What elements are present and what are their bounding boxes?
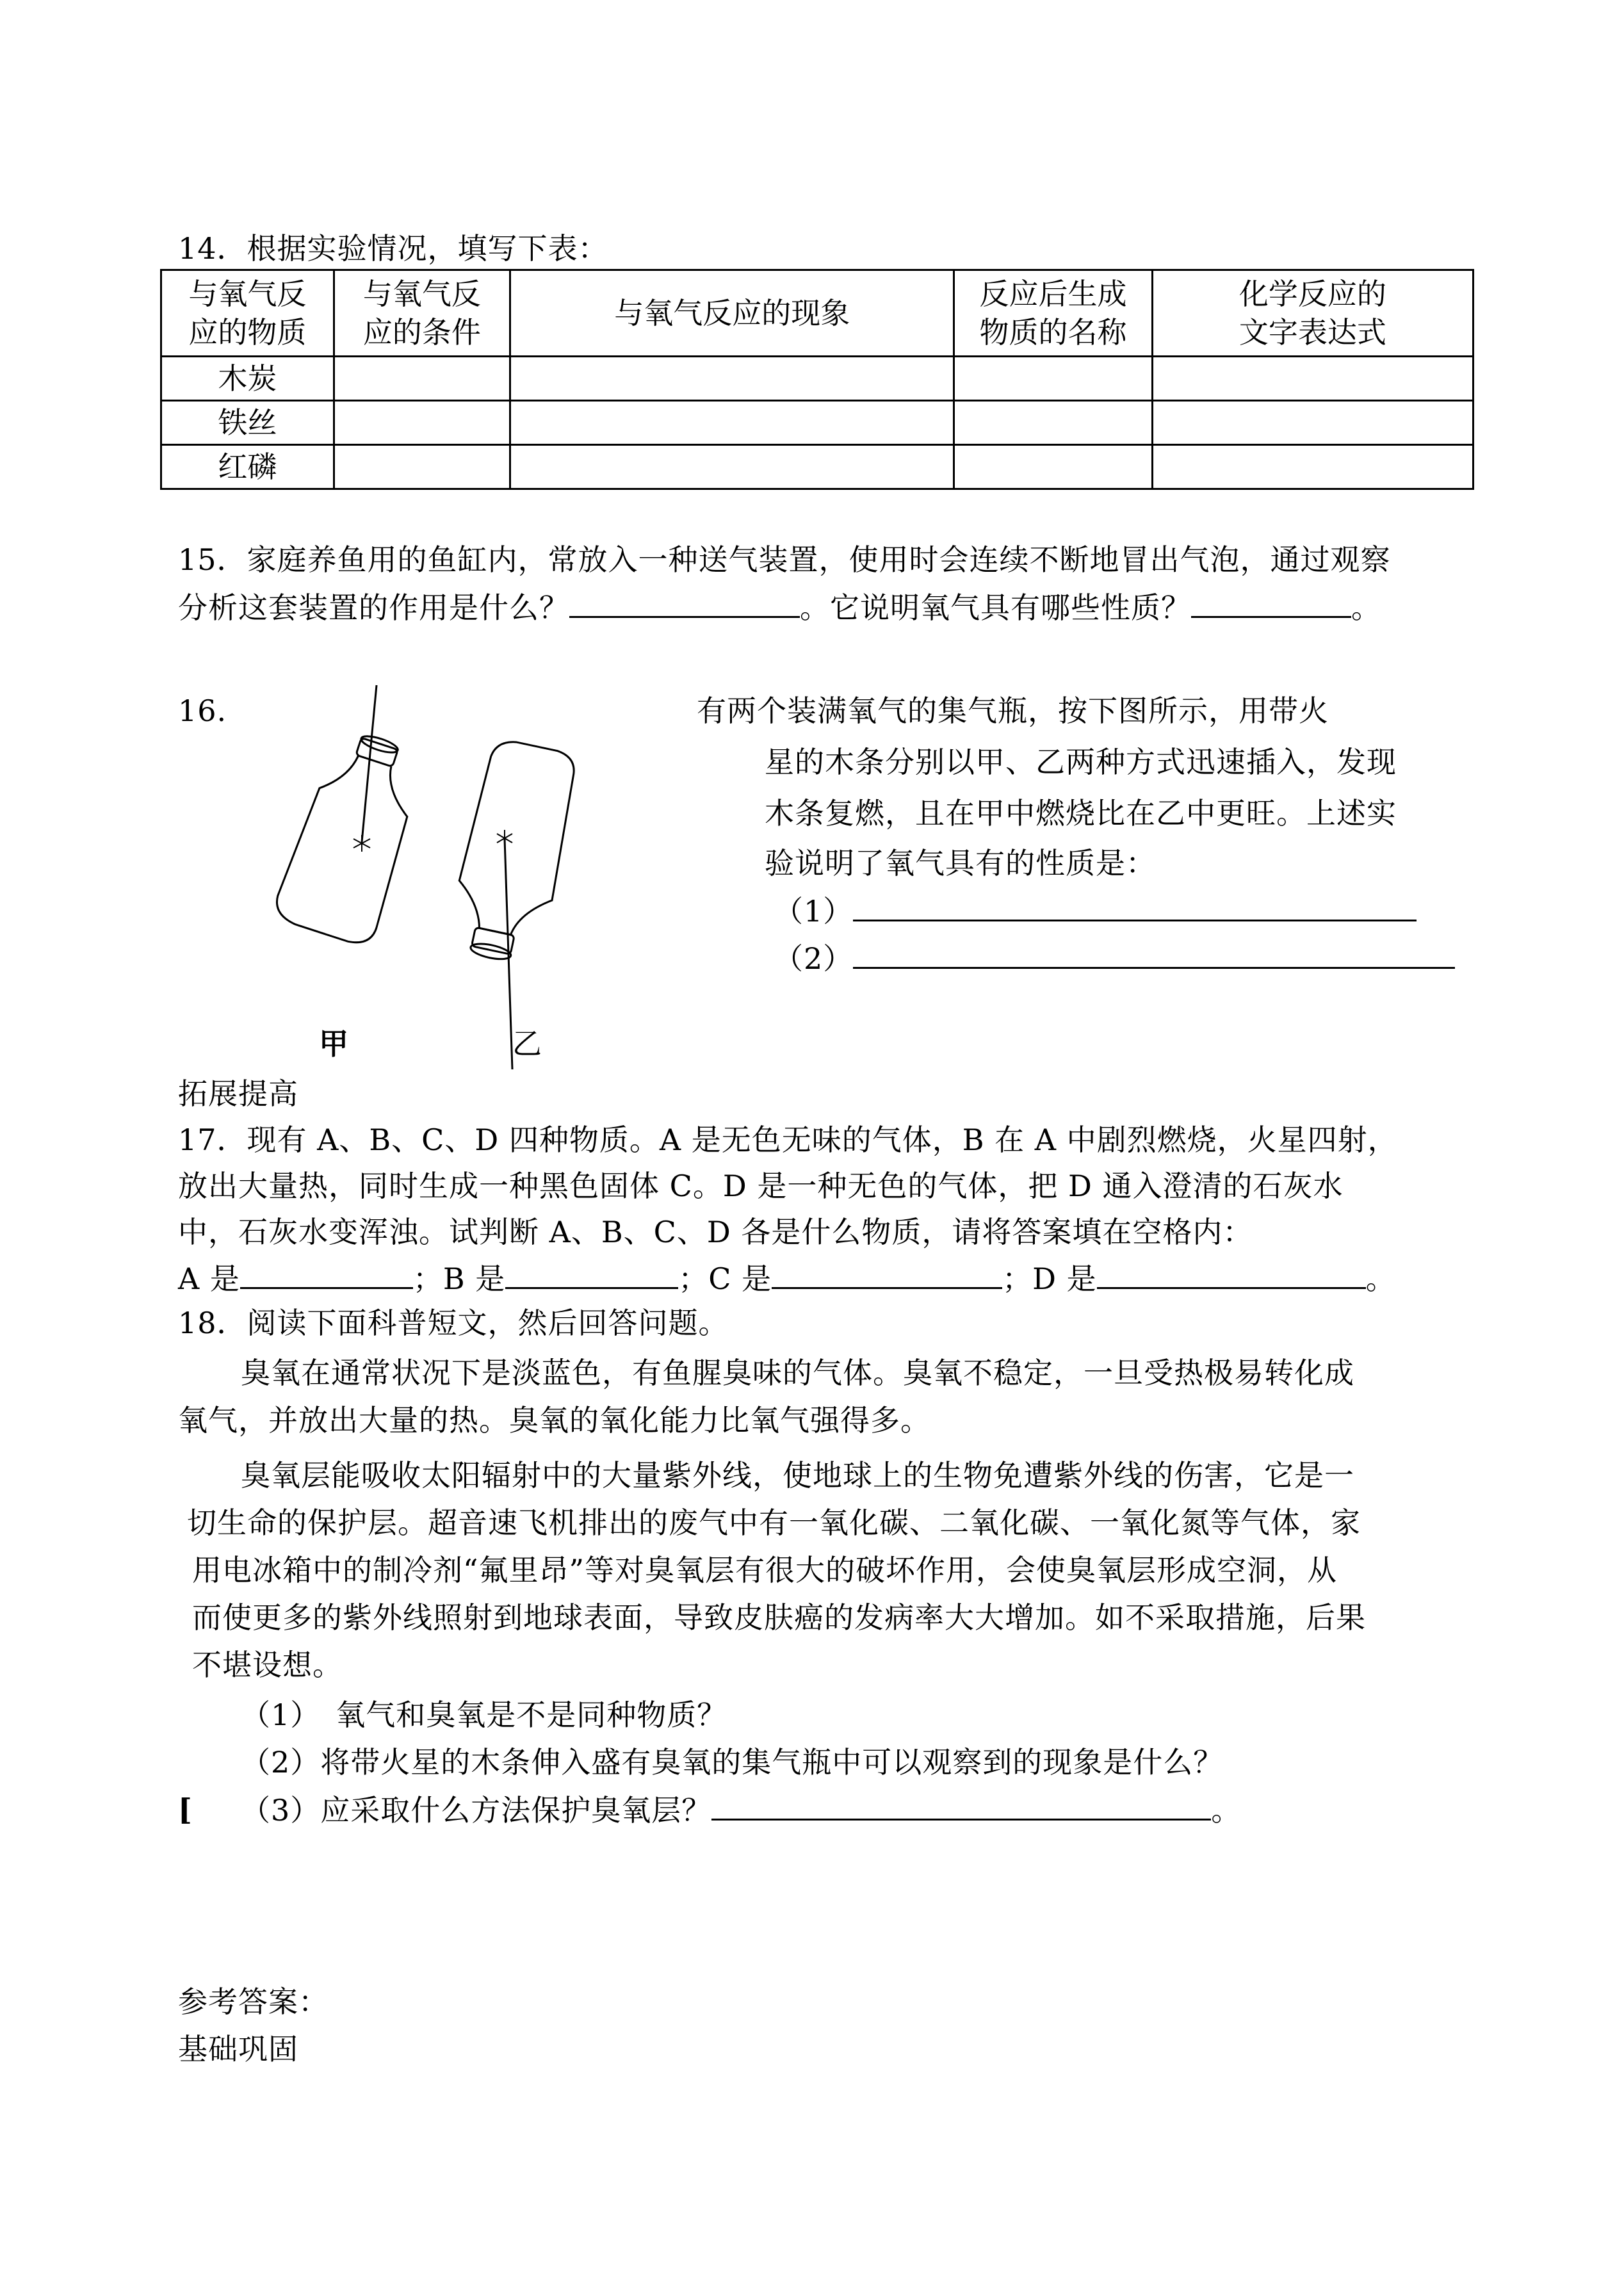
q18-paragraph-1-line-2: 氧气，并放出大量的热。臭氧的氧化能力比氧气强得多。 <box>178 1403 930 1438</box>
q17-line-2: 放出大量热，同时生成一种黑色固体 C。D 是一种无色的气体，把 D 通入澄清的石灰水 <box>178 1169 1344 1203</box>
q16-text-line-3: 木条复燃，且在甲中燃烧比在乙中更旺。上述实 <box>765 796 1397 831</box>
q15-line-2: 分析这套装置的作用是什么？ 。它说明氧气具有哪些性质？ 。 <box>178 588 1381 627</box>
q18-paragraph-1-line-1: 臭氧在通常状况下是淡蓝色，有鱼腥臭味的气体。臭氧不稳定，一旦受热极易转化成 <box>241 1356 1354 1390</box>
row-label-iron-wire: 铁丝 <box>161 401 334 445</box>
row-label-red-phosphorus: 红磷 <box>161 445 334 489</box>
header-cell-phenomenon: 与氧气反应的现象 <box>510 270 954 357</box>
q18-bracket-mark: [ <box>178 1792 193 1827</box>
q16-answer-blank-1[interactable] <box>853 891 1417 921</box>
answers-title: 参考答案： <box>178 1984 329 2019</box>
q14-table <box>160 269 1474 490</box>
answers-section-basic: 基础巩固 <box>178 2032 298 2066</box>
table-cell[interactable] <box>510 445 954 489</box>
q16-text-line-4: 验说明了氧气具有的性质是： <box>765 846 1156 880</box>
table-cell[interactable] <box>334 401 510 445</box>
section-heading-extension: 拓展提高 <box>178 1076 298 1111</box>
q17-line-3: 中，石灰水变浑浊。试判断 A、B、C、D 各是什么物质，请将答案填在空格内： <box>178 1215 1253 1249</box>
header-cell-expression: 化学反应的 文字表达式 <box>1152 270 1473 357</box>
table-cell[interactable] <box>1152 357 1473 401</box>
q18-sub-question-1: （1） 氧气和臭氧是不是同种物质？ <box>241 1698 727 1732</box>
table-cell[interactable] <box>954 357 1153 401</box>
q16-answer-line-2: （2） <box>774 939 1455 978</box>
q16-text-line-1: 有两个装满氧气的集气瓶，按下图所示，用带火 <box>697 693 1329 728</box>
q18-paragraph-2-line-5: 不堪设想。 <box>192 1648 343 1682</box>
q17-blank-c[interactable] <box>772 1259 1002 1289</box>
table-row <box>161 357 1474 401</box>
row-label-charcoal: 木炭 <box>161 357 334 401</box>
q16-answer-blank-2[interactable] <box>853 939 1455 969</box>
q18-paragraph-2-line-1: 臭氧层能吸收太阳辐射中的大量紫外线，使地球上的生物免遭紫外线的伤害，它是一 <box>241 1458 1354 1493</box>
table-cell[interactable] <box>334 445 510 489</box>
fig-label-jia: 甲 <box>319 1026 349 1061</box>
q15-answer-blank-2[interactable] <box>1191 588 1351 618</box>
q15-answer-blank-1[interactable] <box>569 588 800 618</box>
table-row <box>161 401 1474 445</box>
table-header-row <box>161 270 1474 357</box>
table-cell[interactable] <box>510 401 954 445</box>
q18-sub-question-3: （3）应采取什么方法保护臭氧层？ 。 <box>241 1790 1241 1829</box>
q18-sub-question-2: （2）将带火星的木条伸入盛有臭氧的集气瓶中可以观察到的现象是什么？ <box>241 1745 1224 1780</box>
q15-line-1: 15．家庭养鱼用的鱼缸内，常放入一种送气装置，使用时会连续不断地冒出气泡，通过观察 <box>178 542 1391 577</box>
table-cell[interactable] <box>1152 445 1473 489</box>
q17-blank-d[interactable] <box>1097 1259 1366 1289</box>
header-cell-product: 反应后生成 物质的名称 <box>954 270 1153 357</box>
table-cell[interactable] <box>334 357 510 401</box>
q14-title: 14．根据实验情况，填写下表： <box>178 231 608 266</box>
bottle-yi-icon <box>445 736 583 1069</box>
q18-paragraph-2-line-2: 切生命的保护层。超音速飞机排出的废气中有一氧化碳、二氧化碳、一氧化氮等气体，家 <box>187 1505 1361 1540</box>
header-cell-condition: 与氧气反 应的条件 <box>334 270 510 357</box>
q18-answer-blank[interactable] <box>711 1790 1211 1821</box>
q17-blank-b[interactable] <box>505 1259 678 1289</box>
q16-text-line-2: 星的木条分别以甲、乙两种方式迅速插入，发现 <box>765 745 1397 779</box>
q18-paragraph-2-line-4: 而使更多的紫外线照射到地球表面，导致皮肤癌的发病率大大增加。如不采取措施，后果 <box>192 1600 1366 1635</box>
header-cell-substance: 与氧气反 应的物质 <box>161 270 334 357</box>
q16-number: 16. <box>178 693 227 728</box>
table-cell[interactable] <box>510 357 954 401</box>
table-row <box>161 445 1474 489</box>
q17-blank-a[interactable] <box>240 1259 413 1289</box>
q18-title: 18．阅读下面科普短文，然后回答问题。 <box>178 1306 729 1340</box>
q18-paragraph-2-line-3: 用电冰箱中的制冷剂“氟里昂”等对臭氧层有很大的破坏作用，会使臭氧层形成空洞，从 <box>192 1553 1338 1587</box>
gas-bottles-figure <box>256 679 615 1076</box>
fig-label-yi: 乙 <box>512 1026 542 1061</box>
table-cell[interactable] <box>1152 401 1473 445</box>
table-cell[interactable] <box>954 401 1153 445</box>
bottle-jia-icon <box>271 685 432 948</box>
table-cell[interactable] <box>954 445 1153 489</box>
q17-line-1: 17．现有 A、B、C、D 四种物质。A 是无色无味的气体，B 在 A 中剧烈燃烧，火星四射， <box>178 1123 1398 1157</box>
q16-answer-line-1: （1） <box>774 891 1417 930</box>
q17-answers-line: A 是 ；B 是 ；C 是 ；D 是 。 <box>178 1259 1396 1298</box>
